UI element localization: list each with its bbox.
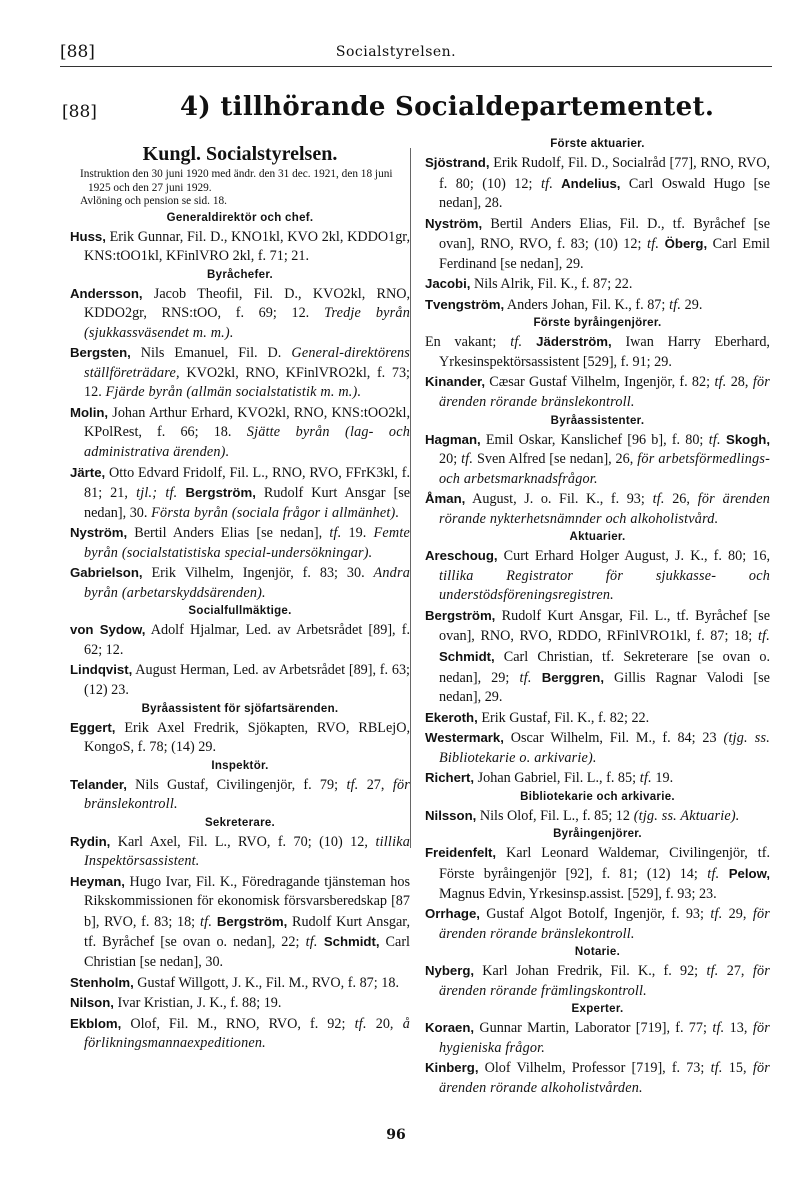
entry-text: August Herman, Led. av Arbetsrådet [89], f. 63; (12) 23. — [84, 662, 410, 698]
entry-italic: tf. — [338, 776, 359, 793]
person-entry — [425, 430, 770, 490]
entry-italic: för ärenden rörande alkoholistvården. — [439, 1060, 770, 1096]
person-entry — [70, 993, 410, 1014]
entry-name: Kinander, — [425, 374, 486, 390]
entry-text: Jacob Theofil, Fil. D., KVO2kl, RNO, KDDO2gr, RNS:tOO, f. 69; 12. — [84, 285, 410, 322]
entry-name: Nyberg, — [425, 963, 475, 979]
entry-text: 15, — [722, 1060, 747, 1077]
entry-italic: tf. — [509, 669, 532, 686]
entry-text: Gillis Ragnar Valodi [se nedan], 29. — [439, 669, 770, 706]
entry-italic: för hygieniska frågor. — [439, 1020, 770, 1056]
entry-name: Heyman, — [70, 873, 125, 889]
entry-text: Emil Oskar, Kanslichef [96 b], f. 80; — [480, 431, 704, 448]
person-entry — [425, 153, 770, 214]
entry-italic: Fjärde byrån (allmän socialstatistik m. m.). — [101, 384, 362, 401]
person-entry — [70, 973, 410, 994]
person-entry — [70, 832, 410, 872]
entry-text: Anders Johan, Fil. K., f. 87; — [504, 296, 666, 313]
person-entry — [425, 843, 770, 904]
entry-name: von Sydow, — [70, 622, 146, 638]
entry-italic: Första byrån (sociala frågor i allmänhet). — [147, 504, 400, 521]
entry-name: Koraen, — [425, 1020, 475, 1036]
person-entry — [425, 1018, 770, 1058]
entry-text: Carl Christian [se nedan], 30. — [84, 934, 410, 970]
entry-name: Lindqvist, — [70, 662, 133, 678]
entry-name: Eggert, — [70, 719, 116, 735]
entry-text: Nils Olof, Fil. L., f. 85; 12 — [476, 807, 630, 824]
entry-italic: tf. — [697, 865, 720, 882]
entry-text: Sven Alfred [se nedan], 26, — [473, 451, 634, 468]
person-entry — [425, 606, 770, 708]
entry-text: Gunnar Martin, Laborator [719], f. 77; — [474, 1020, 707, 1037]
entry-italic: Femte byrån (socialstatistiska special-undersökningar). — [84, 525, 411, 561]
entry-name: Skogh, — [720, 431, 770, 447]
entry-name: Gabrielson, — [70, 565, 143, 581]
entry-name: Andersson, — [70, 285, 143, 301]
entry-text: Carl Christian, tf. Sekreterare [se ovan o. nedan], 29; — [439, 649, 770, 686]
entry-name: Kinberg, — [425, 1060, 479, 1076]
entry-italic: tf. — [636, 770, 652, 787]
entry-text: Carl Oswald Hugo [se nedan], 28. — [439, 175, 770, 212]
person-entry — [425, 961, 770, 1001]
entry-italic: tf. — [345, 1015, 367, 1032]
role-heading: Byråassistent för sjöfartsärenden. — [141, 702, 339, 715]
person-entry — [70, 775, 410, 815]
entry-italic: tf. — [299, 934, 318, 951]
header-page-ref: [88] — [60, 42, 95, 62]
entry-name: Richert, — [425, 770, 475, 786]
entry-name: Nilsson, — [425, 807, 477, 823]
role-heading: Byråassistenter. — [550, 414, 645, 427]
column-divider — [410, 148, 411, 848]
entry-name: Ekblom, — [70, 1015, 122, 1031]
entry-text: KVO2kl, RNO, KFinlVRO2kl, f. 73; 12. — [84, 364, 410, 401]
entry-text: En vakant; — [425, 334, 497, 351]
role-heading: Förste aktuarier. — [550, 138, 645, 150]
entry-name: Orrhage, — [425, 906, 480, 922]
entry-italic: Tredje byrån (sjukkassväsendet m. m.). — [84, 305, 410, 341]
header-running-title: Socialstyrelsen. — [335, 44, 457, 60]
right-column — [425, 136, 770, 1098]
role-heading: Aktuarier. — [569, 531, 626, 544]
entry-text: Johan Gabriel, Fil. L., f. 85; — [474, 770, 637, 787]
person-entry — [70, 403, 410, 463]
entry-name: Schmidt, — [317, 934, 380, 950]
entry-italic: tf. — [496, 334, 523, 351]
entry-text: 27, — [718, 963, 745, 980]
entry-italic: tillika Registrator för sjukkasse- och understödsföreningsregistren. — [439, 567, 770, 604]
person-entry — [70, 872, 410, 973]
person-entry — [425, 728, 770, 768]
role-heading: Socialfullmäktige. — [188, 605, 292, 618]
entry-name: Westermark, — [425, 730, 504, 746]
role-heading: Experter. — [571, 1003, 624, 1016]
entry-name: Ekeroth, — [425, 709, 478, 725]
entry-name: Jäderström, — [522, 334, 612, 350]
role-heading: Generaldirektör och chef. — [166, 211, 314, 224]
entry-italic: Andra byrån (arbetarskyddsärenden). — [84, 565, 410, 601]
person-entry — [70, 227, 410, 267]
entry-text: Bertil Anders Elias [se nedan], — [127, 525, 323, 542]
entry-name: Bergström, — [212, 913, 288, 929]
person-entry — [70, 620, 410, 660]
entry-text: 27, — [358, 776, 385, 793]
entry-text: Olof Vilhelm, Professor [719], f. 73; — [478, 1060, 705, 1077]
entry-name: Järte, — [70, 464, 106, 480]
entry-italic: tf. — [322, 525, 342, 542]
person-entry — [425, 806, 770, 827]
person-entry — [425, 489, 770, 529]
entry-text: 28, — [726, 374, 749, 391]
section-title: 4) tillhörande Socialdepartementet. — [180, 92, 715, 122]
entry-name: Molin, — [70, 404, 109, 420]
entry-name: Nyström, — [70, 525, 128, 541]
entry-text: Karl Leonard Waldemar, Civilingenjör, tf. Förste byråingenjör [92], f. 81; (12) 14; — [439, 845, 770, 882]
entry-italic: tjl.; tf. — [127, 485, 178, 502]
entry-text: Rudolf Kurt Ansgar, Fil. L., tf. Byråchef [se ovan], RNO, RVO, RDDO, RFinlVRO1kl, f. 87; 18; — [439, 607, 770, 645]
person-entry — [70, 463, 410, 524]
header-rule — [60, 66, 772, 67]
person-entry — [425, 372, 770, 412]
entry-text: Iwan Harry Eberhard, Yrkesinspektörsassistent [529], f. 91; 29. — [439, 334, 770, 370]
entry-text: Nils Alrik, Fil. K., f. 87; 22. — [470, 276, 633, 293]
entry-text: 29. — [681, 296, 703, 313]
person-entry — [425, 708, 770, 729]
entry-italic: tf. — [644, 491, 665, 508]
person-entry — [70, 523, 410, 563]
entry-italic: för arbetsförmedlings- och arbetsmarknadsfrågor. — [439, 451, 771, 487]
entry-text: Otto Edvard Fridolf, Fil. L., RNO, RVO, FFrK3kl, f. 81; 21, — [84, 464, 410, 502]
entry-name: Bergström, — [425, 607, 496, 623]
person-entry — [425, 546, 770, 606]
entry-italic: tf. — [710, 374, 727, 391]
entry-italic: tf. — [457, 451, 474, 468]
entry-name: Huss, — [70, 228, 106, 244]
left-entries — [70, 210, 410, 1054]
person-entry — [425, 768, 770, 789]
person-entry — [425, 214, 770, 275]
entry-italic: (tjg. ss. Bibliotekarie o. arkivarie). — [439, 730, 770, 766]
entry-name: Freidenfelt, — [425, 845, 497, 861]
agency-heading: Kungl. Socialstyrelsen. — [142, 143, 338, 165]
entry-italic: (tjg. ss. Aktuarie). — [630, 807, 740, 824]
entry-italic: för ärenden rörande bränslekontroll. — [439, 374, 771, 411]
entry-text: 19. — [341, 525, 367, 542]
role-heading: Byråingenjörer. — [553, 828, 642, 841]
entry-text: Olof, Fil. M., RNO, RVO, f. 92; — [121, 1015, 346, 1032]
page-number: 96 — [386, 1127, 406, 1143]
entry-name: Jacobi, — [425, 276, 471, 292]
role-heading: Byråchefer. — [207, 268, 273, 281]
entry-text: Erik Gustaf, Fil. K., f. 82; 22. — [477, 709, 650, 726]
entry-italic: tf. — [703, 431, 721, 448]
entry-text: 20, — [366, 1015, 394, 1032]
entry-text: Johan Arthur Erhard, KVO2kl, RNO, KNS:tOO2kl, KPolRest, f. 66; 18. — [84, 404, 410, 441]
entry-name: Åman, — [425, 491, 466, 507]
entry-name: Öberg, — [659, 236, 708, 252]
entry-italic: tf. — [195, 913, 213, 930]
entry-text: Erik Gunnar, Fil. D., KNO1kl, KVO 2kl, KDDO1gr, KNS:tOO1kl, KFinlVRO 2kl, f. 71; 21. — [84, 228, 410, 265]
entry-italic: tf. — [532, 175, 554, 192]
entry-italic: tf. — [752, 628, 770, 645]
entry-text: Gustaf Algot Botolf, Ingenjör, f. 93; — [479, 906, 704, 923]
entry-text: 29, — [722, 906, 747, 923]
entry-text: Karl Johan Fredrik, Fil. K., f. 92; — [474, 963, 699, 980]
entry-text: Karl Axel, Fil. L., RVO, f. 70; (10) 12, — [110, 833, 368, 850]
role-heading: Sekreterare. — [204, 816, 276, 829]
entry-text: Bertil Anders Elias, Fil. D., tf. Byråchef [se ovan], RNO, RVO, f. 83; (10) 12; — [439, 215, 770, 253]
entry-name: Nyström, — [425, 215, 483, 231]
entry-name: Sjöstrand, — [425, 155, 490, 170]
person-entry — [70, 1014, 410, 1054]
entry-text: Cæsar Gustaf Vilhelm, Ingenjör, f. 82; — [485, 374, 711, 391]
entry-italic: tf. — [704, 1060, 723, 1077]
entry-italic: för bränslekontroll. — [84, 776, 411, 813]
role-heading: Bibliotekarie och arkivarie. — [520, 790, 675, 803]
right-entries — [425, 136, 770, 1098]
person-entry — [70, 284, 410, 344]
entry-italic: å förlikningsmannaexpeditionen. — [84, 1015, 411, 1052]
entry-name: Bergsten, — [70, 345, 131, 361]
left-column — [70, 136, 410, 1054]
entry-italic: Sjätte byrån (lag- och administrativa ärenden). — [84, 424, 411, 460]
person-entry — [425, 904, 770, 944]
entry-text: Carl Emil Ferdinand [se nedan], 29. — [439, 236, 770, 272]
entry-name: Stenholm, — [70, 974, 134, 990]
entry-text: 26, — [664, 491, 690, 508]
role-heading: Förste byråingenjörer. — [533, 317, 662, 330]
entry-italic: för ärenden rörande nykterhetsnämnder och alkoholistvård. — [439, 491, 771, 527]
entry-text: Erik Rudolf, Fil. D., Socialråd [77], RNO, RVO, f. 80; (10) 12; — [439, 155, 770, 192]
entry-italic: tillika Inspektörsassistent. — [84, 833, 410, 870]
instruction-note: Instruktion den 30 juni 1920 med ändr. den 31 dec. 1921, den 18 juni 1925 och den 27 juni 1929. — [80, 168, 393, 194]
entry-italic: tf. — [703, 906, 723, 923]
entry-name: Nilson, — [70, 995, 114, 1011]
entry-name: Tvengström, — [425, 296, 505, 312]
entry-text: Rudolf Kurt Ansgar [se nedan], 30. — [84, 485, 411, 521]
entry-text: August, J. o. Fil. K., f. 93; — [465, 491, 645, 508]
person-entry — [425, 295, 770, 316]
person-entry — [425, 1058, 770, 1098]
entry-name: Hagman, — [425, 431, 481, 447]
entry-name: Berggren, — [531, 669, 605, 685]
entry-text: 13, — [724, 1020, 748, 1037]
entry-name: Rydin, — [70, 833, 111, 849]
entry-text: Nils Emanuel, Fil. D. — [130, 345, 282, 362]
entry-text: Magnus Edvin, Yrkesinsp.assist. [529], f. 93; 23. — [439, 885, 717, 902]
person-entry — [70, 718, 410, 758]
entry-text: Erik Axel Fredrik, Sjökapten, RVO, RBLejO, KongoS, f. 78; (14) 29. — [84, 719, 410, 756]
entry-text: Rudolf Kurt Ansgar, tf. Byråchef [se ovan o. nedan], 22; — [84, 913, 410, 951]
entry-name: Telander, — [70, 776, 127, 792]
person-entry — [425, 332, 770, 372]
entry-italic: tf. — [665, 296, 682, 313]
section-number: [88] — [62, 102, 97, 122]
entry-name: Andelius, — [553, 175, 621, 191]
role-heading: Inspektör. — [211, 759, 269, 772]
entry-text: 19. — [651, 770, 674, 787]
entry-text: Curt Erhard Holger August, J. K., f. 80; 16, — [497, 548, 770, 565]
person-entry — [70, 563, 410, 603]
entry-text: Ivar Kristian, J. K., f. 88; 19. — [113, 995, 282, 1012]
person-entry — [70, 343, 410, 403]
entry-text: Adolf Hjalmar, Led. av Arbetsrådet [89], f. 62; 12. — [84, 622, 410, 658]
person-entry — [70, 660, 410, 700]
entry-name: Areschoug, — [425, 548, 498, 564]
entry-italic: tf. — [698, 963, 719, 980]
salary-note: Avlöning och pension se sid. 18. — [80, 195, 227, 207]
entry-text: Oscar Wilhelm, Fil. M., f. 84; 23 — [503, 730, 717, 747]
entry-text: Nils Gustaf, Civilingenjör, f. 79; — [126, 776, 339, 793]
entry-text: Hugo Ivar, Fil. K., Föredragande tjänsteman hos Rikskommissionen för ekonomisk försvarsberedskap [87 b], RVO, f. 83; 18; — [84, 873, 410, 930]
entry-text: Erik Vilhelm, Ingenjör, f. 83; 30. — [142, 565, 365, 582]
entry-italic: tf. — [706, 1020, 725, 1037]
entry-name: Schmidt, — [439, 649, 495, 665]
entry-name: Bergström, — [177, 485, 256, 501]
entry-text: 20; — [439, 451, 458, 468]
entry-italic: för ärenden rörande främlingskontroll. — [439, 963, 770, 999]
entry-text: Gustaf Willgott, J. K., Fil. M., RVO, f. 87; 18. — [133, 974, 399, 991]
running-header — [0, 0, 792, 80]
entry-italic: General-direktörens ställföreträdare, — [84, 345, 410, 381]
entry-name: Pelow, — [719, 865, 770, 881]
person-entry — [425, 274, 770, 295]
role-heading: Notarie. — [574, 946, 621, 959]
entry-italic: för ärenden rörande bränslekontroll. — [439, 906, 771, 942]
entry-italic: tf. — [641, 236, 660, 253]
